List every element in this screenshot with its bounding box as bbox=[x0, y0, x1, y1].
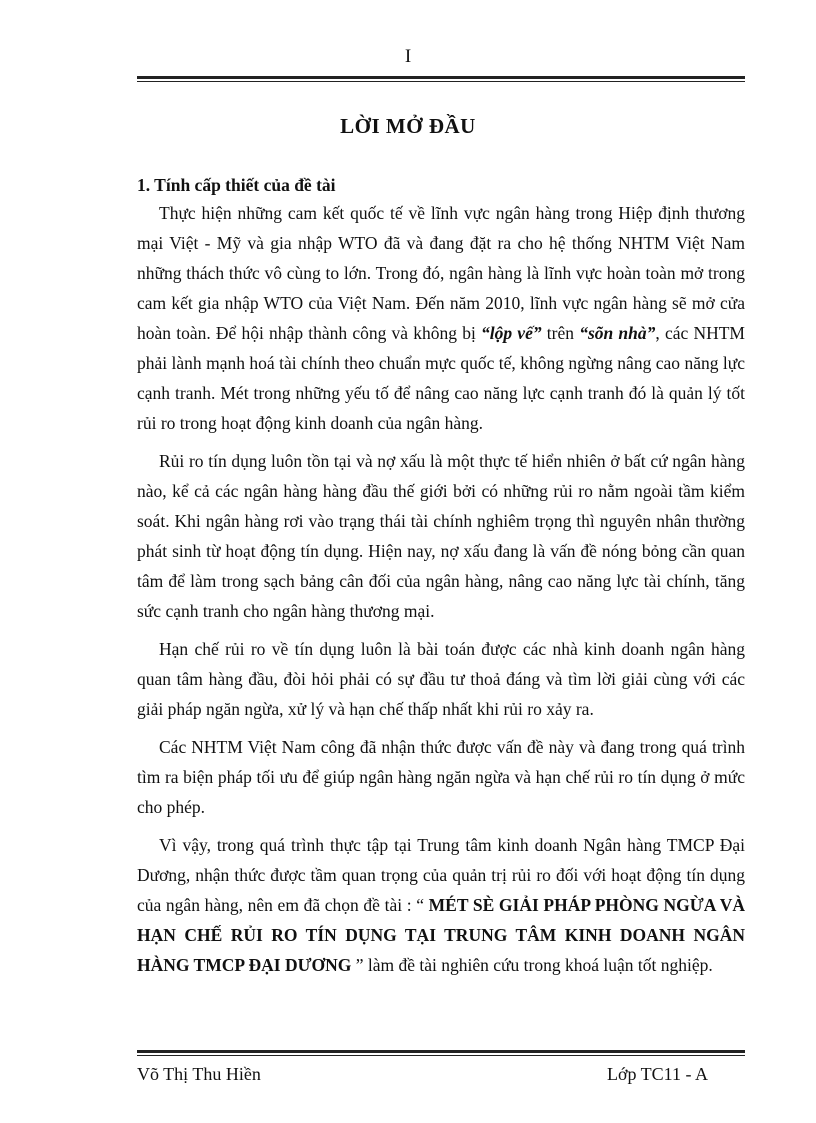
paragraph-4: Các NHTM Việt Nam công đã nhận thức được vấn đề này và đang trong quá trình tìm ra biện pháp tối ưu để giúp ngân hàng ngăn ngừa và hạn chế rủi ro tín dụng ở mức cho phép. bbox=[137, 737, 745, 817]
paragraph-1 bbox=[137, 198, 745, 438]
paragraph-2: Rủi ro tín dụng luôn tồn tại và nợ xấu là một thực tế hiển nhiên ở bất cứ ngân hàng nào, kể cả các ngân hàng hàng đầu thế giới bởi có những rủi ro nằm ngoài tầm kiểm soát. Khi ngân hàng rơi vào trạng thái tài chính nghiêm trọng thì nguyên nhân thường phát sinh từ hoạt động tín dụng. Hiện nay, nợ xấu đang là vấn đề nóng bỏng cần quan tâm để làm trong sạch bảng cân đối của ngân hàng, nâng cao năng lực tài chính, tăng sức cạnh tranh cho ngân hàng thương mại. bbox=[137, 451, 745, 621]
body-content bbox=[137, 172, 745, 988]
paragraph-1-text-a: Thực hiện những cam kết quốc tế về lĩnh vực ngân hàng trong Hiệp định thương mại Việt - Mỹ và gia nhập WTO đã và đang đặt ra cho hệ thống NHTM Việt Nam những thách thức vô cùng to lớn. Trong đó, ngân hàng là lĩnh vực hoàn toàn mở trong cam kết gia nhập WTO của Việt Nam. Đến năm 2010, lĩnh vực ngân hàng sẽ mở cửa hoàn toàn. Để hội nhập thành công và không bị bbox=[137, 203, 745, 343]
footer-rule bbox=[137, 1050, 745, 1053]
paragraph-5 bbox=[137, 830, 745, 980]
paragraph-1-text-c: , các NHTM phải lành mạnh hoá tài chính theo chuẩn mực quốc tế, không ngừng nâng cao năng lực cạnh tranh. Mét trong những yếu tố để nâng cao năng lực cạnh tranh đó là quản lý tốt rủi ro trong hoạt động kinh doanh của ngân hàng. bbox=[137, 323, 745, 433]
section-heading: 1. Tính cấp thiết của đề tài bbox=[137, 175, 336, 195]
header-rule bbox=[137, 76, 745, 79]
paragraph-3: Hạn chế rủi ro về tín dụng luôn là bài toán được các nhà kinh doanh ngân hàng quan tâm hàng đầu, đòi hỏi phải có sự đầu tư thoả đáng và tìm lời giải cùng với các giải pháp ngăn ngừa, xử lý và hạn chế thấp nhất khi rủi ro xảy ra. bbox=[137, 639, 745, 719]
thesis-topic-title: MÉT SÈ GIẢI PHÁP PHÒNG NGỪA VÀ HẠN CHẾ RỦI RO TÍN DỤNG TẠI TRUNG TÂM KINH DOANH NGÂN HÀNG TMCP ĐẠI DƯƠNG bbox=[137, 895, 746, 975]
page-number: I bbox=[404, 46, 412, 67]
footer-author: Võ Thị Thu Hiền bbox=[137, 1064, 261, 1084]
paragraph-5-text-a: Vì vậy, trong quá trình thực tập tại Trung tâm kinh doanh Ngân hàng TMCP Đại Dương, nhận thức được tầm quan trọng của quản trị rủi ro đối với hoạt động tín dụng của ngân hàng, nên em đã chọn đề tài : “ bbox=[137, 835, 745, 915]
paragraph-1-emphasis-b: “sõn nhà” bbox=[579, 323, 656, 343]
paragraph-1-emphasis-a: “lộp vế” bbox=[481, 323, 542, 343]
paragraph-1-text-b: trên bbox=[541, 323, 580, 343]
footer-class: Lớp TC11 - A bbox=[606, 1064, 708, 1084]
page-title: LỜI MỞ ĐẦU bbox=[340, 114, 476, 138]
paragraph-5-text-b: ” làm đề tài nghiên cứu trong khoá luận tốt nghiệp. bbox=[351, 955, 713, 975]
